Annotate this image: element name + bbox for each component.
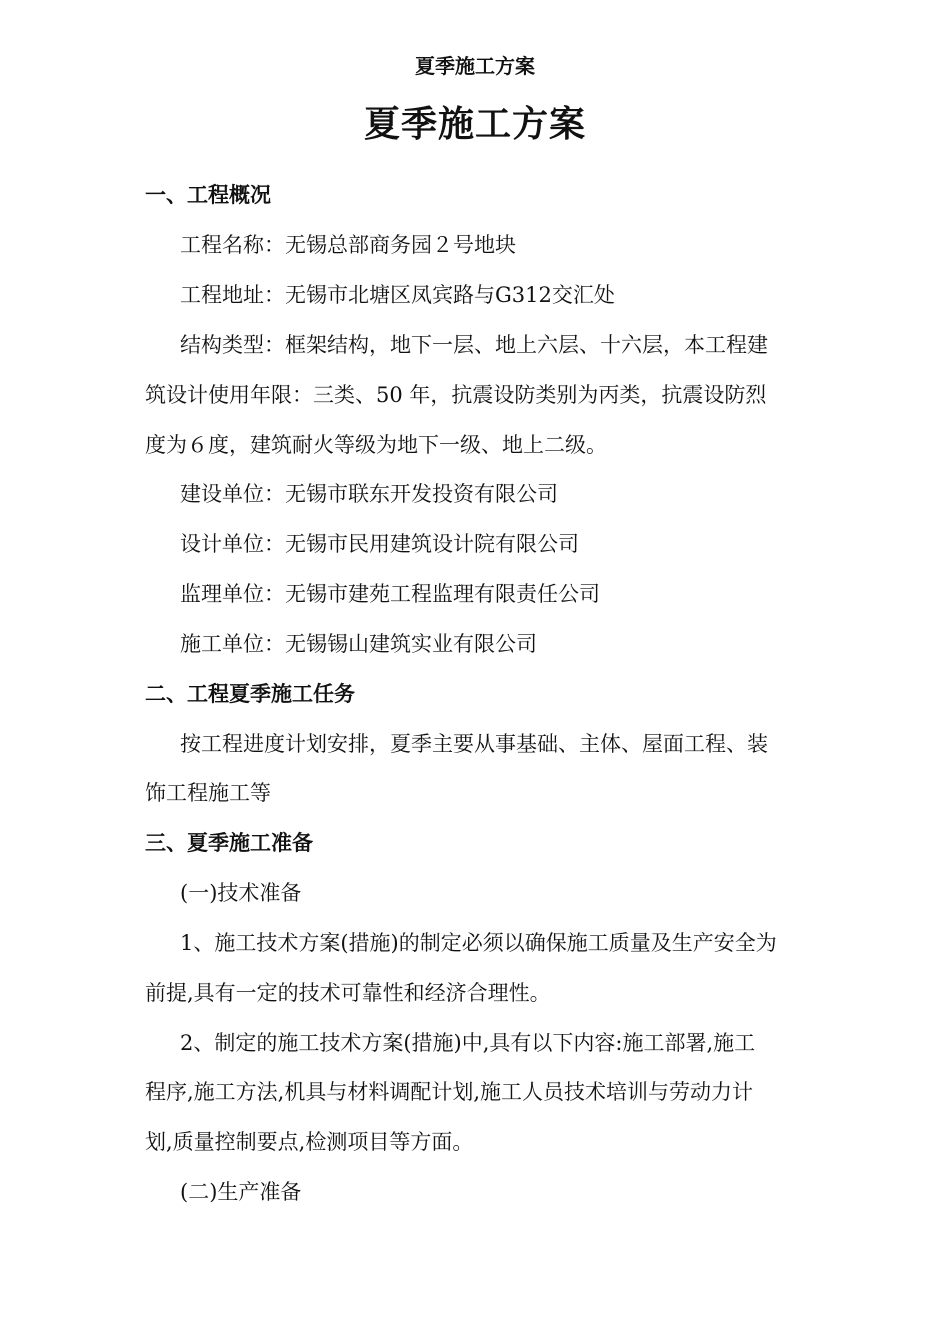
running-header: 夏季施工方案 [415,54,535,78]
tasks-line-2: 饰工程施工等 [145,781,271,805]
section-heading-preparation: 三、夏季施工准备 [145,831,313,855]
section-heading-overview: 一、工程概况 [145,183,271,207]
section-heading-summer-tasks: 二、工程夏季施工任务 [145,682,355,706]
structure-line-1: 结构类型：框架结构，地下一层、地上六层、十六层，本工程建 [180,333,768,357]
owner-unit: 建设单位：无锡市联东开发投资有限公司 [180,482,558,506]
item2-line-1: 2、制定的施工技术方案(措施)中,具有以下内容:施工部署,施工 [180,1031,756,1055]
structure-line-2: 筑设计使用年限：三类、50 年，抗震设防类别为丙类，抗震设防烈 [145,383,767,407]
supervision-unit: 监理单位：无锡市建苑工程监理有限责任公司 [180,582,600,606]
item2-line-2: 程序,施工方法,机具与材料调配计划,施工人员技术培训与劳动力计 [145,1080,754,1104]
item1-line-1: 1、施工技术方案(措施)的制定必须以确保施工质量及生产安全为 [180,931,777,955]
subheading-technical: (一)技术准备 [180,881,302,905]
project-name: 工程名称：无锡总部商务园２号地块 [180,233,516,257]
tasks-line-1: 按工程进度计划安排，夏季主要从事基础、主体、屋面工程、装 [180,732,768,756]
design-unit: 设计单位：无锡市民用建筑设计院有限公司 [180,532,579,556]
document-title: 夏季施工方案 [363,103,586,145]
construction-unit: 施工单位：无锡锡山建筑实业有限公司 [180,632,537,656]
item2-line-3: 划,质量控制要点,检测项目等方面。 [145,1130,474,1154]
item1-line-2: 前提,具有一定的技术可靠性和经济合理性。 [145,981,551,1005]
structure-line-3: 度为６度，建筑耐火等级为地下一级、地上二级。 [145,433,607,457]
subheading-production: (二)生产准备 [180,1180,302,1204]
project-address: 工程地址：无锡市北塘区凤宾路与G312交汇处 [180,283,615,307]
